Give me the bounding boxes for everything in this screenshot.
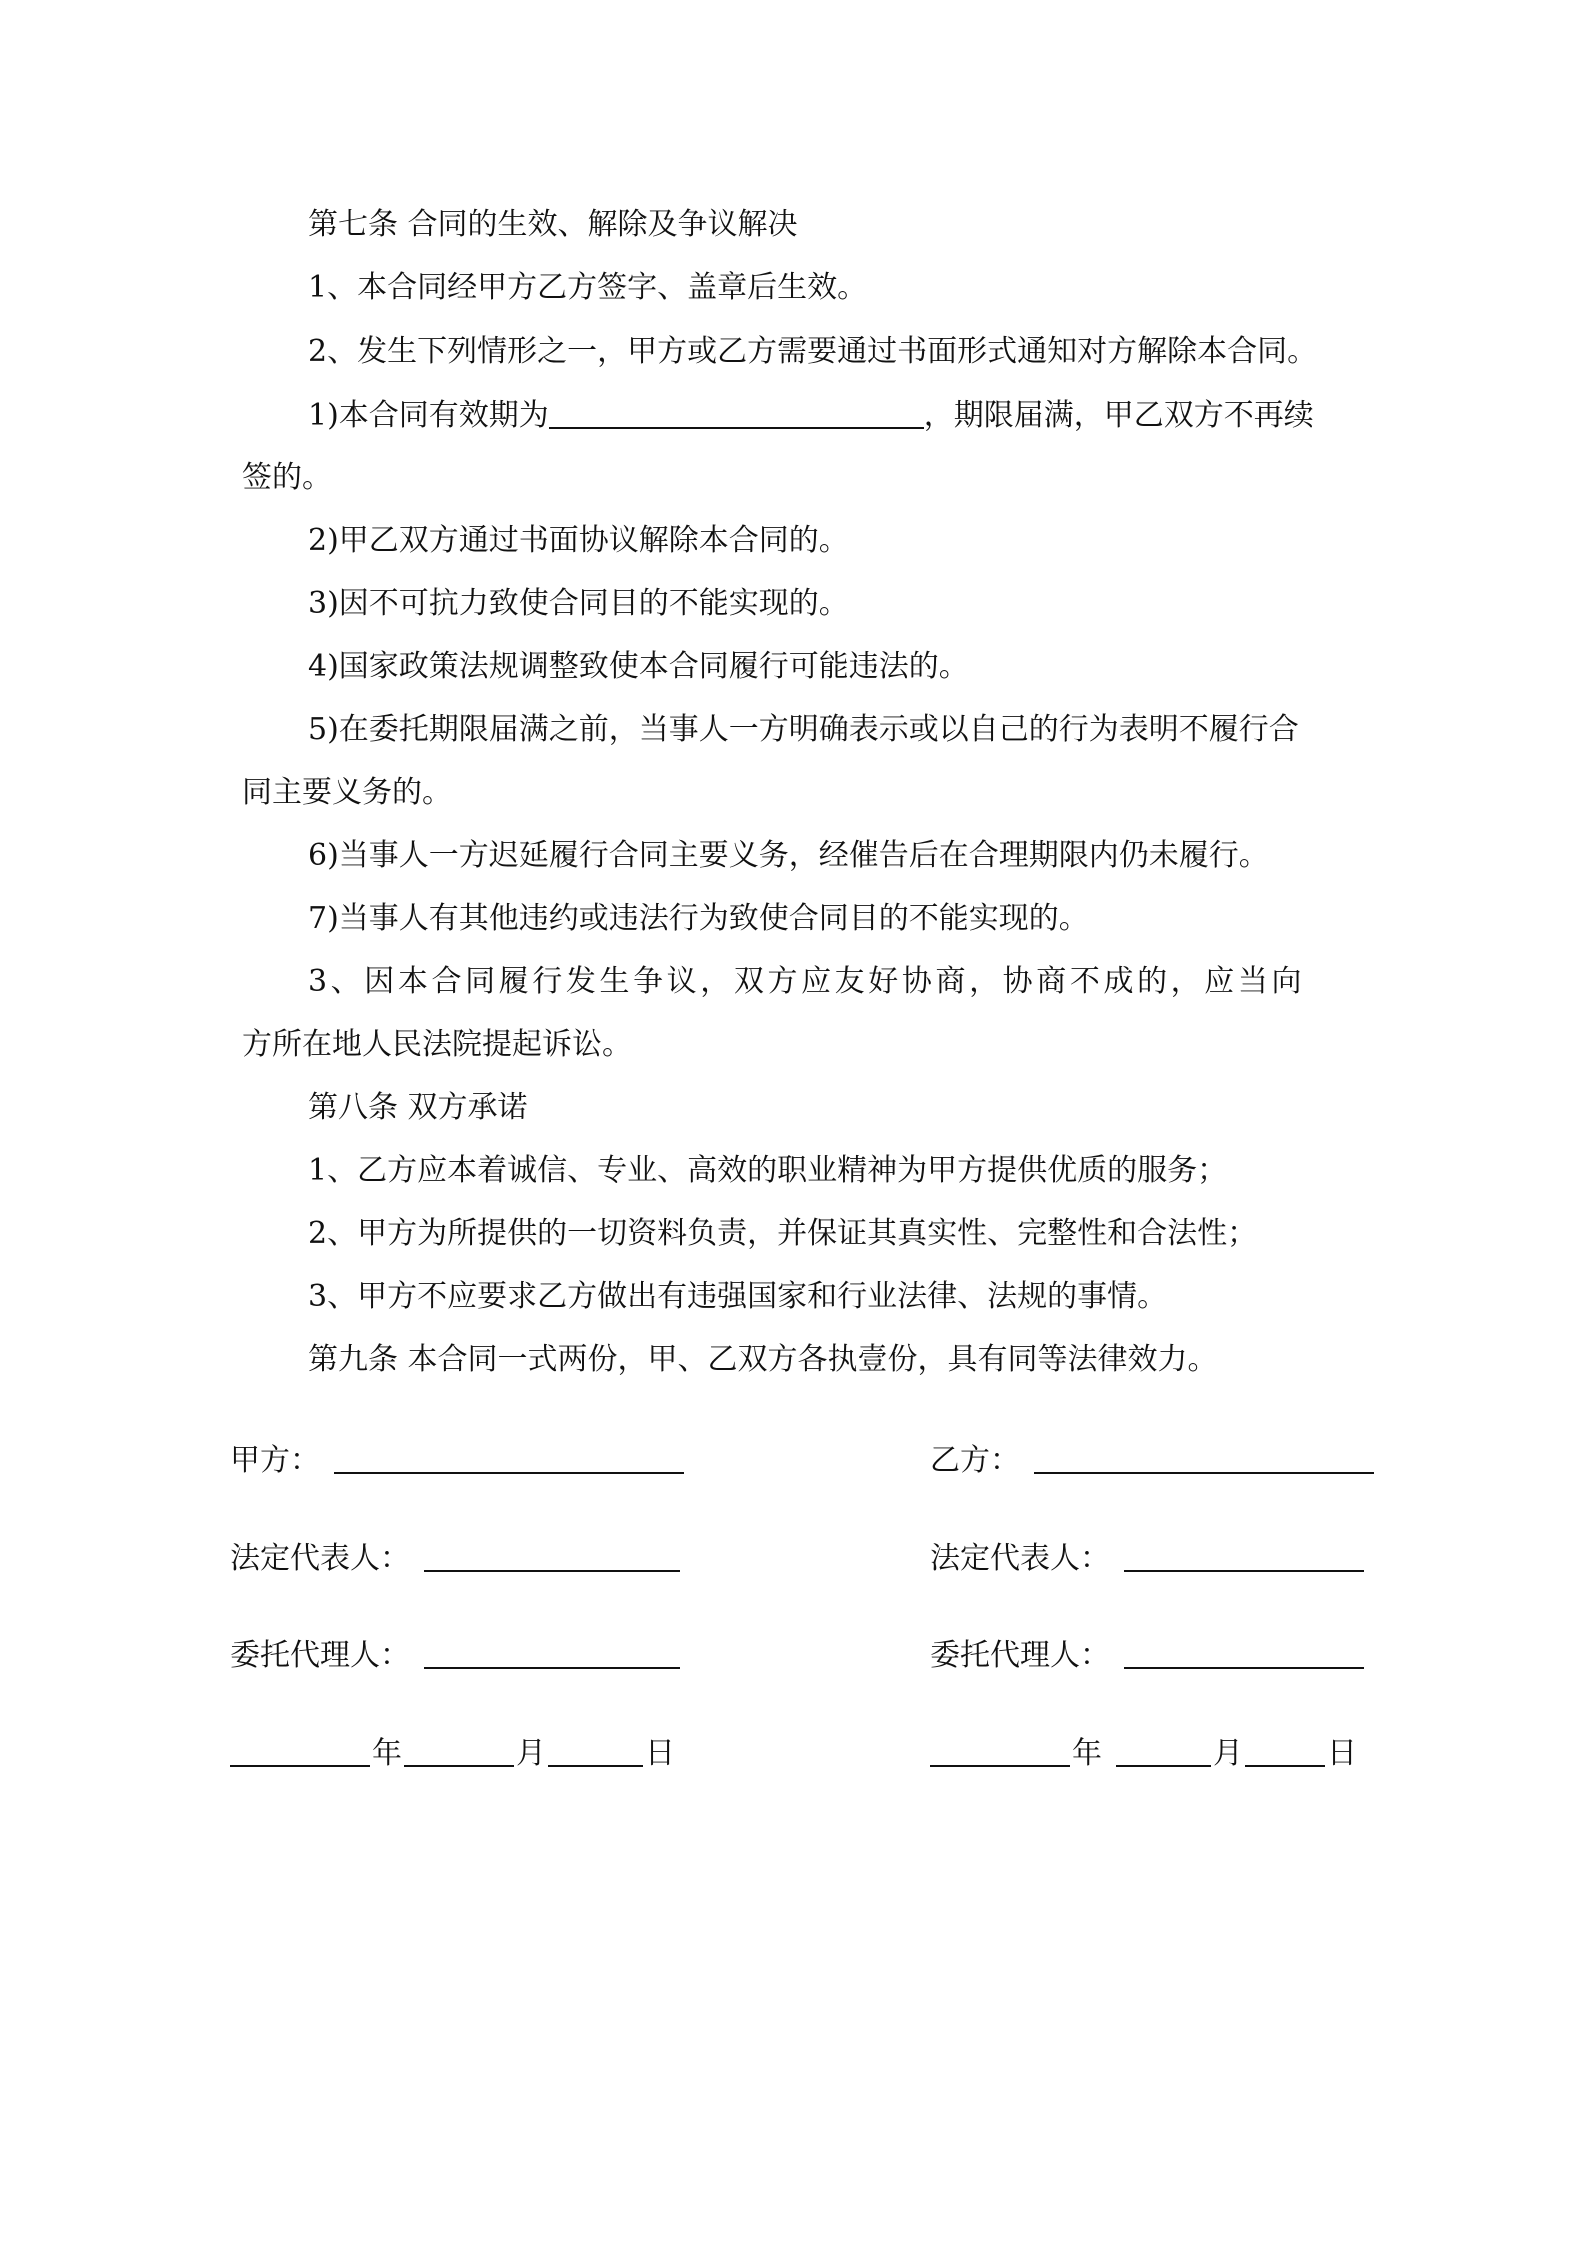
article7-item1: 1、本合同经甲方乙方签字、盖章后生效。 bbox=[308, 270, 868, 305]
year-label: 年 bbox=[372, 1736, 402, 1771]
party-b-legal-rep-row bbox=[930, 1538, 1364, 1579]
party-b-date-row bbox=[930, 1733, 1357, 1774]
article7-sub5: 5)在委托期限届满之前，当事人一方明确表示或以自己的行为表明不履行合 bbox=[308, 712, 1299, 747]
sub1-suffix: ，期限届满，甲乙双方不再续 bbox=[923, 398, 1314, 433]
article7-sub3: 3)因不可抗力致使合同目的不能实现的。 bbox=[308, 586, 849, 621]
article8-heading: 第八条 双方承诺 bbox=[308, 1090, 528, 1125]
party-b-agent-row bbox=[930, 1635, 1364, 1676]
party-b-label: 乙方： bbox=[930, 1443, 1020, 1478]
party-a-day-blank[interactable] bbox=[548, 1733, 643, 1767]
party-b-legal-rep-blank[interactable] bbox=[1124, 1538, 1364, 1572]
legal-rep-label: 法定代表人： bbox=[930, 1541, 1110, 1576]
party-a-row bbox=[230, 1440, 684, 1481]
party-a-agent-row bbox=[230, 1635, 680, 1676]
validity-period-blank[interactable] bbox=[549, 395, 924, 429]
article7-sub6: 6)当事人一方迟延履行合同主要义务，经催告后在合理期限内仍未履行。 bbox=[308, 838, 1269, 873]
article9-text: 第九条 本合同一式两份，甲、乙双方各执壹份，具有同等法律效力。 bbox=[308, 1342, 1218, 1377]
article8-item3: 3、甲方不应要求乙方做出有违强国家和行业法律、法规的事情。 bbox=[308, 1279, 1168, 1314]
sub1-prefix: 1)本合同有效期为 bbox=[308, 398, 549, 433]
day-label: 日 bbox=[645, 1736, 675, 1771]
party-a-date-row bbox=[230, 1733, 675, 1774]
article7-sub1 bbox=[308, 395, 1314, 436]
article7-sub1-cont: 签的。 bbox=[242, 460, 332, 495]
month-label: 月 bbox=[516, 1736, 546, 1771]
article7-item3-cont: 方所在地人民法院提起诉讼。 bbox=[242, 1027, 632, 1062]
party-b-day-blank[interactable] bbox=[1245, 1733, 1325, 1767]
party-a-month-blank[interactable] bbox=[404, 1733, 514, 1767]
party-a-signature-blank[interactable] bbox=[334, 1440, 684, 1474]
legal-rep-label: 法定代表人： bbox=[230, 1541, 410, 1576]
party-b-row bbox=[930, 1440, 1374, 1481]
party-a-year-blank[interactable] bbox=[230, 1733, 370, 1767]
article8-item2: 2、甲方为所提供的一切资料负责，并保证其真实性、完整性和合法性； bbox=[308, 1216, 1258, 1251]
article7-sub7: 7)当事人有其他违约或违法行为致使合同目的不能实现的。 bbox=[308, 901, 1089, 936]
agent-label: 委托代理人： bbox=[930, 1638, 1110, 1673]
party-a-legal-rep-row bbox=[230, 1538, 680, 1579]
party-b-month-blank[interactable] bbox=[1116, 1733, 1211, 1767]
party-a-label: 甲方： bbox=[230, 1443, 320, 1478]
article7-sub2: 2)甲乙双方通过书面协议解除本合同的。 bbox=[308, 523, 849, 558]
article7-sub5-cont: 同主要义务的。 bbox=[242, 775, 452, 810]
article7-heading: 第七条 合同的生效、解除及争议解决 bbox=[308, 207, 798, 242]
party-b-year-blank[interactable] bbox=[930, 1733, 1070, 1767]
party-b-signature-blank[interactable] bbox=[1034, 1440, 1374, 1474]
party-b-agent-blank[interactable] bbox=[1124, 1635, 1364, 1669]
article7-item3: 3、因本合同履行发生争议，双方应友好协商，协商不成的，应当向 bbox=[308, 964, 1306, 999]
party-a-legal-rep-blank[interactable] bbox=[424, 1538, 680, 1572]
agent-label: 委托代理人： bbox=[230, 1638, 410, 1673]
party-a-agent-blank[interactable] bbox=[424, 1635, 680, 1669]
day-label: 日 bbox=[1327, 1736, 1357, 1771]
month-label: 月 bbox=[1213, 1736, 1243, 1771]
year-label: 年 bbox=[1072, 1736, 1102, 1771]
article7-item2: 2、发生下列情形之一，甲方或乙方需要通过书面形式通知对方解除本合同。 bbox=[308, 334, 1318, 369]
article8-item1: 1、乙方应本着诚信、专业、高效的职业精神为甲方提供优质的服务； bbox=[308, 1153, 1228, 1188]
article7-sub4: 4)国家政策法规调整致使本合同履行可能违法的。 bbox=[308, 649, 969, 684]
